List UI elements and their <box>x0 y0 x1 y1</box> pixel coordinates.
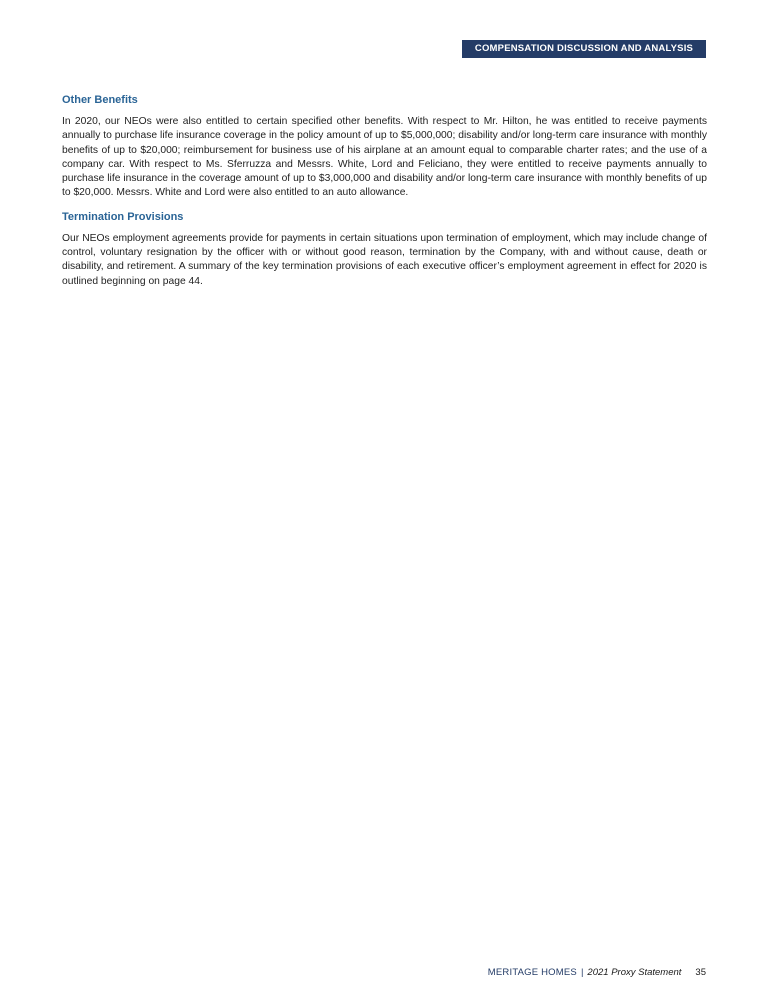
section-paragraph: In 2020, our NEOs were also entitled to certain specified other benefits. With respect to Mr. Hilton, he was entitled to receive payments annually to purchase life insurance coverage in the policy amount of up to $5,000,000; disability and/or long-term care insurance with monthly benefits of up to $20,000; reimbursement for business use of his airplane at an amount equal to comparable charter rates; and the use of a company car. With respect to Ms. Sferruzza and Messrs. White, Lord and Feliciano, they were entitled to receive payments annually to purchase life insurance in the coverage amount of up to $3,000,000 and disability and/or long-term care insurance with monthly benefits of up to $20,000. Messrs. White and Lord were also entitled to an auto allowance. <box>62 116 707 199</box>
section-paragraph: Our NEOs employment agreements provide for payments in certain situations upon termination of employment, which may include change of control, voluntary resignation by the officer with or without good reason, termination by the Company, with and without cause, death or disability, and retirement. A summary of the key termination provisions of each executive officer’s employment agreement in effect for 2020 is outlined beginning on page 44. <box>62 232 707 287</box>
footer-document-title: 2021 Proxy Statement <box>587 967 682 978</box>
page-footer <box>488 967 706 979</box>
section-other-benefits <box>62 93 707 201</box>
section-banner: COMPENSATION DISCUSSION AND ANALYSIS <box>462 40 706 58</box>
section-heading: Other Benefits <box>62 94 138 106</box>
footer-company-name: MERITAGE HOMES <box>487 967 577 978</box>
section-heading: Termination Provisions <box>62 210 184 223</box>
section-termination-provisions <box>62 210 707 289</box>
page-number: 35 <box>695 967 706 978</box>
footer-separator: | <box>580 967 584 978</box>
page-content <box>62 93 707 298</box>
